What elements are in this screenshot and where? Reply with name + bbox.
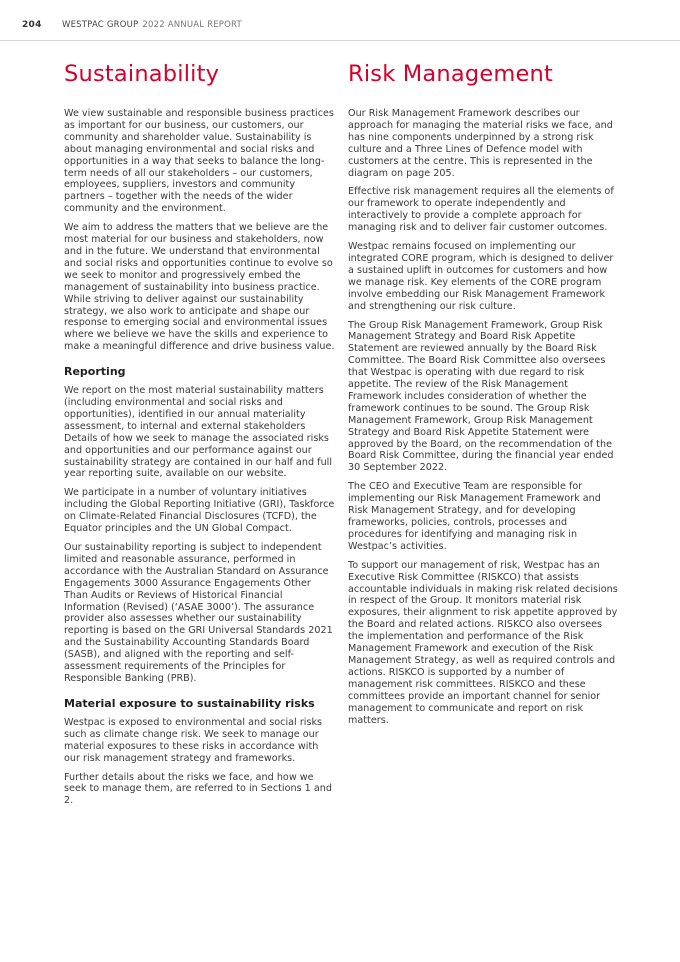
paragraph: Westpac is exposed to environmental and social risks such as climate change risk. We seek to manage our material exposures to these risks in accordance with our risk management strategy and frameworks.: [64, 716, 323, 764]
paragraph: Our Risk Management Framework describes our approach for managing the material risks we face, and has nine components underpinned by a strong risk culture and a Three Lines of Defence model with customers at the centre. This is represented in the diagram on page 205.: [348, 108, 613, 179]
paragraph: To support our management of risk, Westpac has an Executive Risk Committee (RISKCO) that assists accountable individuals in making risk related decisions in respect of the Group. It monitors material risk exposures, their alignment to risk appetite approved by the Board and related actions. RISKCO also oversees the implementation and performance of the Risk Management Framework and execution of the Risk Management Strategy, as well as required controls and actions. RISKCO is supported by a number of management risk committees. RISKCO and these committees provide an important channel for senior management to communicate and report on risk matters.: [348, 559, 618, 726]
running-title: [62, 20, 242, 30]
paragraph: The CEO and Executive Team are responsible for implementing our Risk Management Framework and Risk Management Strategy, and for developing frameworks, policies, controls, processes and procedures for identifying and managing risk in Westpac’s activities.: [348, 481, 601, 552]
paragraph: Westpac remains focused on implementing our integrated CORE program, which is designed to deliver a sustained uplift in outcomes for customers and how we manage risk. Key elements of the CORE program involve embedding our Risk Management Framework and strengthening our risk culture.: [348, 241, 614, 312]
paragraph: Further details about the risks we face, and how we seek to manage them, are referred to in Sections 1 and 2.: [64, 771, 332, 807]
sustainability-column: [64, 60, 336, 814]
material-exposure-heading: Material exposure to sustainability risks: [64, 696, 315, 710]
paragraph: We view sustainable and responsible business practices as important for our business, our customers, our community and shareholder value. Sustainability is about managing environmental and social risks and opportunities in a way that seeks to balance the long-term needs of all our stakeholders – our customers, employees, suppliers, investors and community partners – together with the needs of the wider community and the environment.: [64, 108, 334, 215]
paragraph: We aim to address the matters that we believe are the most material for our business and stakeholders, now and in the future. We understand that environmental and social risks and opportunities continue to evolve so we seek to monitor and progressively embed the management of sustainability into business practice. While striving to deliver against our sustainability strategy, we also work to anticipate and shape our response to emerging social and environmental issues where we believe we have the skills and experience to make a meaningful difference and drive business value.: [64, 222, 335, 353]
paragraph: Our sustainability reporting is subject to independent limited and reasonable assurance, performed in accordance with the Australian Standard on Assurance Engagements 3000 Assurance Engagements Other Than Audits or Reviews of Historical Financial Information (Revised) (‘ASAE 3000’). The assurance provider also assesses whether our sustainability reporting is based on the GRI Universal Standards 2021 and the Sustainability Accounting Standards Board (SASB), and aligned with the reporting and self-assessment requirements of the Principles for Responsible Banking (PRB).: [64, 542, 333, 684]
reporting-heading: Reporting: [64, 365, 126, 379]
brand-name: WESTPAC GROUP: [62, 20, 139, 30]
sustainability-title: Sustainability: [64, 61, 220, 87]
report-title: 2022 ANNUAL REPORT: [142, 20, 242, 30]
paragraph: The Group Risk Management Framework, Group Risk Management Strategy and Board Risk Appetite Statement are reviewed annually by the Board Risk Committee. The Board Risk Committee also oversees that Westpac is operating with due regard to risk appetite. The review of the Risk Management Framework includes consideration of whether the framework continues to be sound. The Group Risk Management Framework, Group Risk Management Strategy and Board Risk Appetite Statement were approved by the Board, on the recommendation of the Board Risk Committee, during the financial year ended 30 September 2022.: [348, 319, 614, 474]
risk-management-title: Risk Management: [348, 61, 554, 87]
paragraph: We report on the most material sustainability matters (including environmental and social risks and opportunities), identified in our annual materiality assessment, to internal and external stakeholders Details of how we seek to manage the associated risks and opportunities and our performance against our sustainability strategy are contained in our half and full year reporting suite, available on our website.: [64, 385, 333, 480]
risk-management-column: [348, 60, 620, 733]
paragraph: Effective risk management requires all the elements of our framework to operate independently and interactively to provide a complete approach for managing risk and to deliver fair customer outcomes.: [348, 186, 614, 234]
paragraph: We participate in a number of voluntary initiatives including the Global Reporting Initiative (GRI), Taskforce on Climate-Related Financial Disclosures (TCFD), the Equator principles and the UN Global Compact.: [64, 487, 335, 535]
page-number: 204: [22, 20, 42, 30]
running-header: [0, 0, 680, 41]
